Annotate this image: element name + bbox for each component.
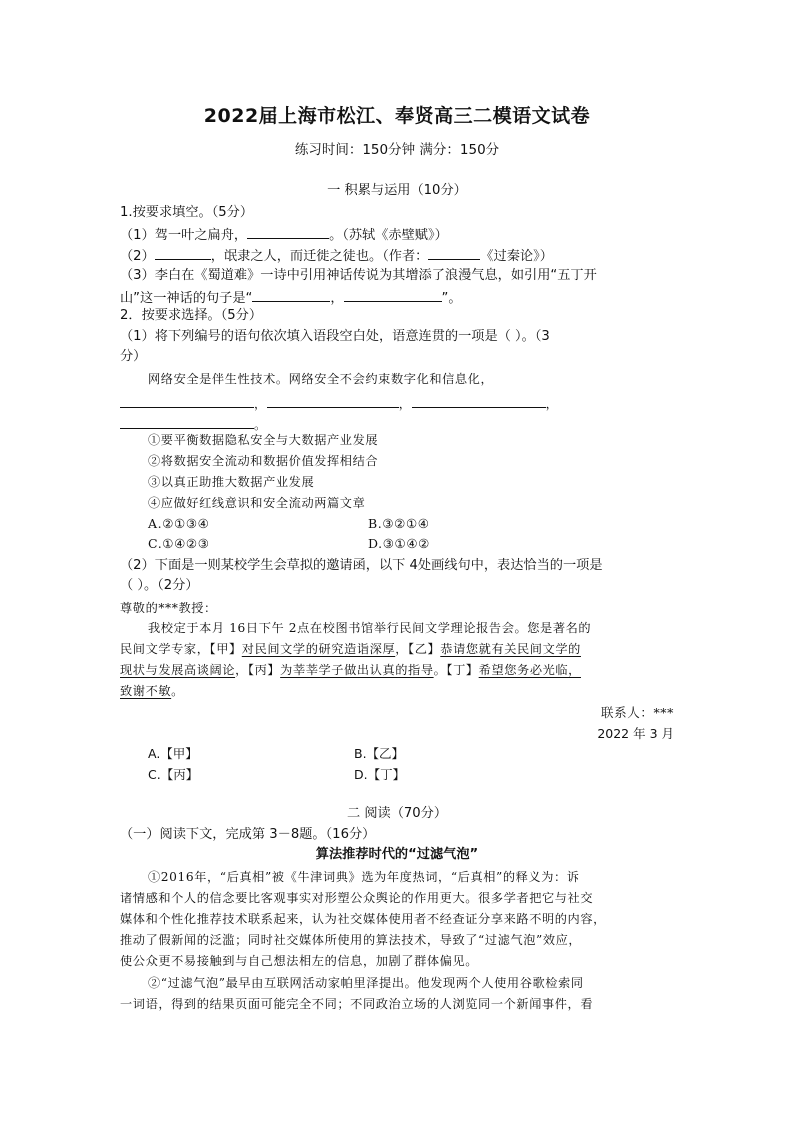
article-line: ①2016年，“后真相”被《牛津词典》选为年度热词，“后真相”的释义为：诉 xyxy=(148,870,580,884)
article-title: 算法推荐时代的“过滤气泡” xyxy=(315,847,479,862)
letter-text: 。 xyxy=(171,684,184,698)
exam-meta: 练习时间：150分钟 满分：150分 xyxy=(294,142,500,158)
answer-blank xyxy=(120,414,254,429)
underlined-sentence-yi-cont: 现状与发展高谈阔论 xyxy=(120,663,236,677)
q2-1-line1: （1）将下列编号的语句依次填入语段空白处，语意连贯的一项是（ ）。（3 xyxy=(120,329,550,344)
underlined-sentence-ding-cont: 致谢不敏 xyxy=(120,684,172,698)
answer-blank xyxy=(344,287,442,302)
letter-text: 。【丁】 xyxy=(433,663,479,677)
option-d: D.③①④② xyxy=(368,536,430,551)
q2-1-blanks-row xyxy=(120,393,558,414)
underlined-sentence-jia: 对民间文学的研究造诣深厚 xyxy=(241,642,396,656)
option-d: D.【丁】 xyxy=(354,767,406,782)
letter-text: ，【乙】 xyxy=(395,642,441,656)
letter-greeting: 尊敬的***教授： xyxy=(120,601,217,615)
answer-blank xyxy=(155,245,211,260)
section1-heading: 一 积累与运用（10分） xyxy=(327,183,467,198)
letter-line xyxy=(120,639,581,659)
letter-text: 民间文学专家，【甲】 xyxy=(120,642,242,656)
q1-1-text-a: （1）驾一叶之扁舟， xyxy=(120,228,248,243)
q1-3-text-a: 山”这一神话的句子是“ xyxy=(120,291,253,306)
q1-2-text-a: （2） xyxy=(120,249,155,264)
q1-3-line1: （3）李白在《蜀道难》一诗中引用神话传说为其增添了浪漫气息，如引用“五丁开 xyxy=(120,268,597,283)
letter-line xyxy=(120,681,184,701)
article-line: 一词语，得到的结果页面可能完全不同；不同政治立场的人浏览同一个新闻事件，看 xyxy=(120,997,594,1011)
answer-blank xyxy=(120,393,254,408)
q1-2-text-c: 《过秦论》） xyxy=(480,249,553,264)
underlined-sentence-ding: 希望您务必光临， xyxy=(478,663,581,677)
q2-1-item: ①要平衡数据隐私安全与大数据产业发展 xyxy=(148,433,379,447)
q2-heading: 2．按要求选择。（5分） xyxy=(120,308,263,323)
q1-2-text-b: ，氓隶之人，而迁徙之徒也。（作者： xyxy=(210,249,429,264)
letter-contact: 联系人：*** xyxy=(601,705,674,720)
letter-date: 2022 年 3 月 xyxy=(597,726,674,741)
q2-1-item: ②将数据安全流动和数据价值发挥相结合 xyxy=(148,454,379,468)
sep-comma: ， xyxy=(398,397,412,411)
answer-blank xyxy=(428,245,480,260)
article-line: 使公众更不易接触到与自己想法相左的信息，加剧了群体偏见。 xyxy=(120,954,479,968)
page-title: 2022届上海市松江、奉贤高三二模语文试卷 xyxy=(203,105,591,127)
q2-1-line2: 分） xyxy=(120,349,147,364)
article-line: 媒体和个性化推荐技术联系起来，认为社交媒体使用者不经查证分享来路不明的内容， xyxy=(120,912,606,926)
reading-part-1: （一）阅读下文，完成第 3－8题。（16分） xyxy=(120,827,376,842)
option-b: B.③②①④ xyxy=(368,516,430,531)
underlined-sentence-bing: 为莘莘学子做出认真的指导 xyxy=(280,663,434,677)
q1-3-text-c: ”。 xyxy=(441,291,462,306)
q2-1-passage: 网络安全是伴生性技术。网络安全不会约束数字化和信息化， xyxy=(148,372,494,386)
article-line: 诸情感和个人的信念要比客观事实对形塑公众舆论的作用更大。很多学者把它与社交 xyxy=(120,891,594,905)
sep-comma: ， xyxy=(545,397,559,411)
answer-blank xyxy=(252,287,330,302)
q2-1-item: ③以真正助推大数据产业发展 xyxy=(148,475,315,489)
q1-1-text-b: 。（苏轼《赤壁赋》） xyxy=(329,228,448,243)
q1-1 xyxy=(120,224,448,246)
q2-2-line2: （ ）。（2分） xyxy=(120,578,199,593)
q2-2-line1: （2）下面是一则某校学生会草拟的邀请函，以下 4处画线句中，表达恰当的一项是 xyxy=(120,558,603,573)
letter-line xyxy=(120,660,581,680)
section2-heading: 二 阅读（70分） xyxy=(346,806,448,821)
answer-blank xyxy=(247,224,329,239)
q1-2 xyxy=(120,245,553,267)
letter-text: ，【丙】 xyxy=(235,663,281,677)
answer-blank xyxy=(267,393,399,408)
underlined-sentence-yi: 恭请您就有关民间文学的 xyxy=(440,642,581,656)
option-b: B.【乙】 xyxy=(354,746,405,761)
answer-blank xyxy=(412,393,546,408)
sep-comma: ， xyxy=(254,397,267,411)
article-line: ②“过滤气泡”最早由互联网活动家帕里泽提出。他发现两个人使用谷歌检索同 xyxy=(148,976,584,990)
end-period: 。 xyxy=(254,418,267,432)
q1-heading: 1.按要求填空。（5分） xyxy=(120,205,254,220)
option-a: A.②①③④ xyxy=(148,516,210,531)
q1-3-text-b: ， xyxy=(330,291,344,306)
article-line: 推动了假新闻的泛滥；同时社交媒体所使用的算法技术，导致了“过滤气泡”效应， xyxy=(120,933,582,947)
option-c: C.【丙】 xyxy=(148,767,199,782)
option-c: C.①④②③ xyxy=(148,536,210,551)
letter-line: 我校定于本月 16日下午 2点在校图书馆举行民间文学理论报告会。您是著名的 xyxy=(148,621,592,635)
q2-1-item: ④应做好红线意识和安全流动两篇文章 xyxy=(148,496,366,510)
option-a: A.【甲】 xyxy=(148,746,198,761)
